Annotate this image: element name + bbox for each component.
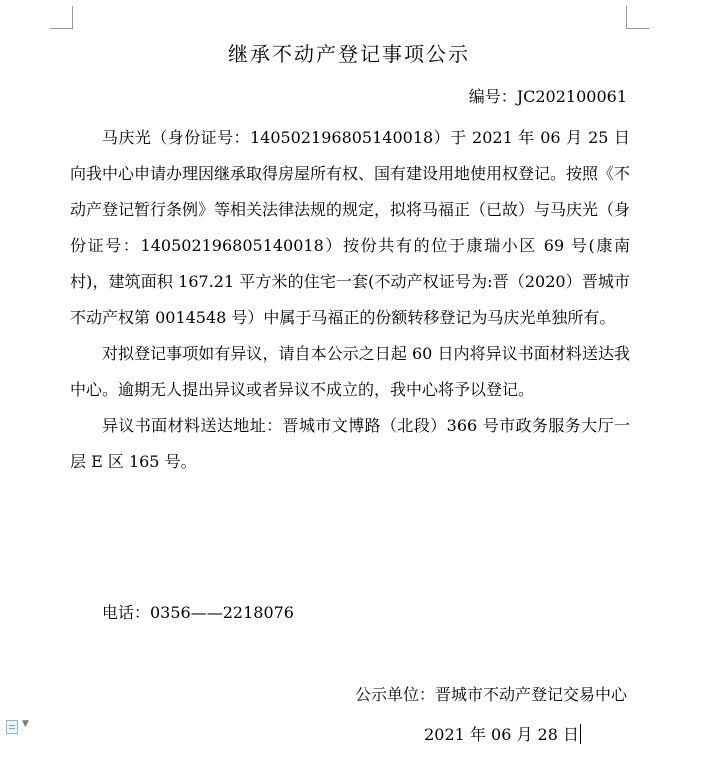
paragraph-application: 马庆光（身份证号：140502196805140018）于 2021 年 06 月 25 日向我中心申请办理因继承取得房屋所有权、国有建设用地使用权登记。按照《不动产登记暂行条例》等相关法律法规的规定，拟将马福正（已故）与马庆光（身份证号：140502196805140018）按份共有的位于康瑞小区 69 号(康南村)，建筑面积 167.21 平方米的住宅一套(不动产权证号为:晋（2020）晋城市不动产权第 0014548 号）中属于马福正的份额转移登记为马庆光单独所有。 bbox=[70, 128, 631, 327]
date-text: 2021 年 06 月 28 日 bbox=[424, 725, 579, 744]
paragraph-address: 异议书面材料送达地址：晋城市文博路（北段）366 号市政务服务大厅一层 E 区 165 号。 bbox=[70, 416, 630, 471]
document-number: 编号：JC202100061 bbox=[468, 87, 627, 106]
paragraph-objection: 对拟登记事项如有异议，请自本公示之日起 60 日内将异议书面材料送达我中心。逾期无人提出异议或者异议不成立的，我中心将予以登记。 bbox=[70, 344, 630, 399]
date-line bbox=[424, 722, 581, 745]
text-cursor bbox=[580, 724, 581, 744]
dropdown-arrow-icon[interactable]: ▼ bbox=[22, 719, 29, 729]
publisher-line: 公示单位：晋城市不动产登记交易中心 bbox=[354, 685, 627, 704]
document-body[interactable] bbox=[70, 120, 630, 480]
crop-mark-top-right bbox=[626, 6, 649, 29]
phone-line: 电话：0356——2218076 bbox=[102, 603, 294, 622]
document-icon[interactable] bbox=[6, 720, 18, 734]
document-title: 继承不动产登记事项公示 bbox=[228, 42, 470, 66]
crop-mark-top-left bbox=[50, 6, 73, 29]
